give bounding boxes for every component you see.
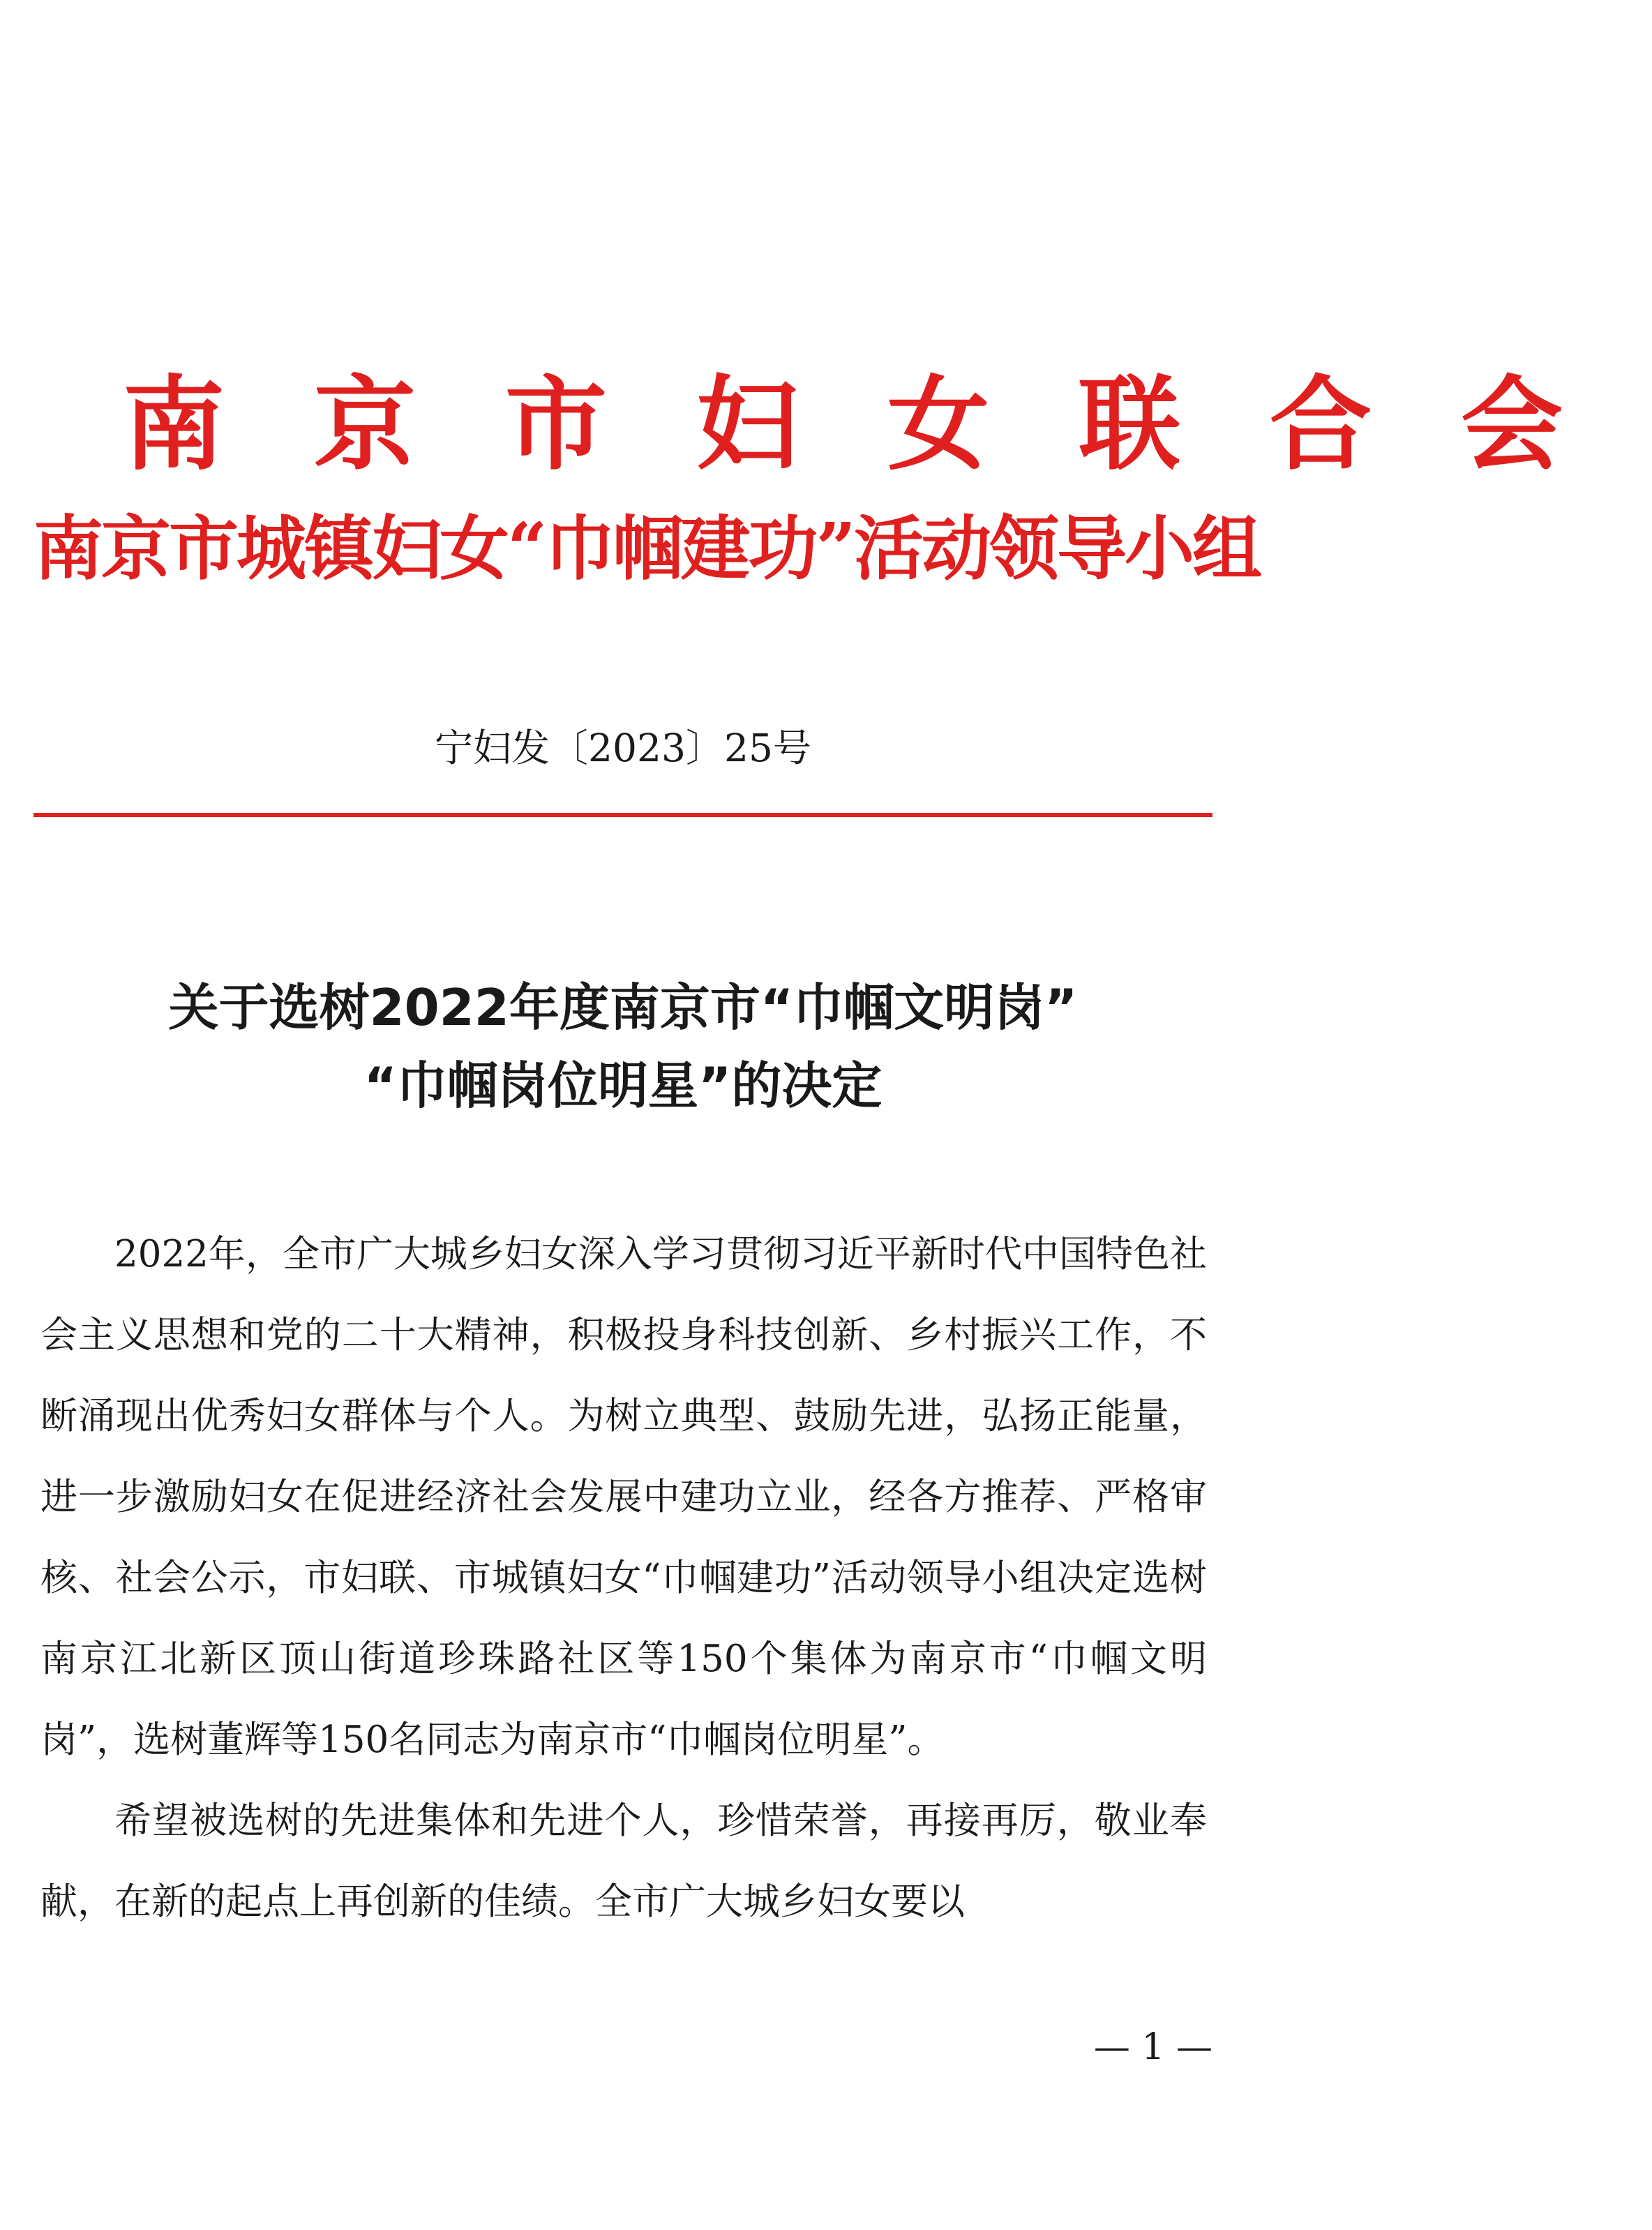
document-number: 宁妇发〔2023〕25号 [435,726,811,770]
red-separator-rule [33,813,1212,817]
document-title-line-2: “巾帼岗位明星”的决定 [363,1056,883,1115]
page-number: — 1 — [1093,2026,1212,2068]
org-name-line-1: 南京市妇女联合会 [123,365,1652,484]
org-name-line-2: 南京市城镇妇女“巾帼建功”活动领导小组 [33,507,1261,590]
body-paragraph-2: 希望被选树的先进集体和先进个人，珍惜荣誉，再接再厉，敬业奉献，在新的起点上再创新的佳绩。全市广大城乡妇女要以 [40,1799,1207,1923]
document-body [40,1214,1207,1943]
body-paragraph-1: 2022年，全市广大城乡妇女深入学习贯彻习近平新时代中国特色社会主义思想和党的二十大精神，积极投身科技创新、乡村振兴工作，不断涌现出优秀妇女群体与个人。为树立典型、鼓励先进，弘扬正能量，进一步激励妇女在促进经济社会发展中建功立业，经各方推荐、严格审核、社会公示，市妇联、市城镇妇女“巾帼建功”活动领导小组决定选树南京江北新区顶山街道珍珠路社区等150个集体为南京市“巾帼文明岗”，选树董辉等150名同志为南京市“巾帼岗位明星”。 [40,1233,1207,1761]
document-title-line-1: 关于选树2022年度南京市“巾帼文明岗” [168,978,1078,1037]
